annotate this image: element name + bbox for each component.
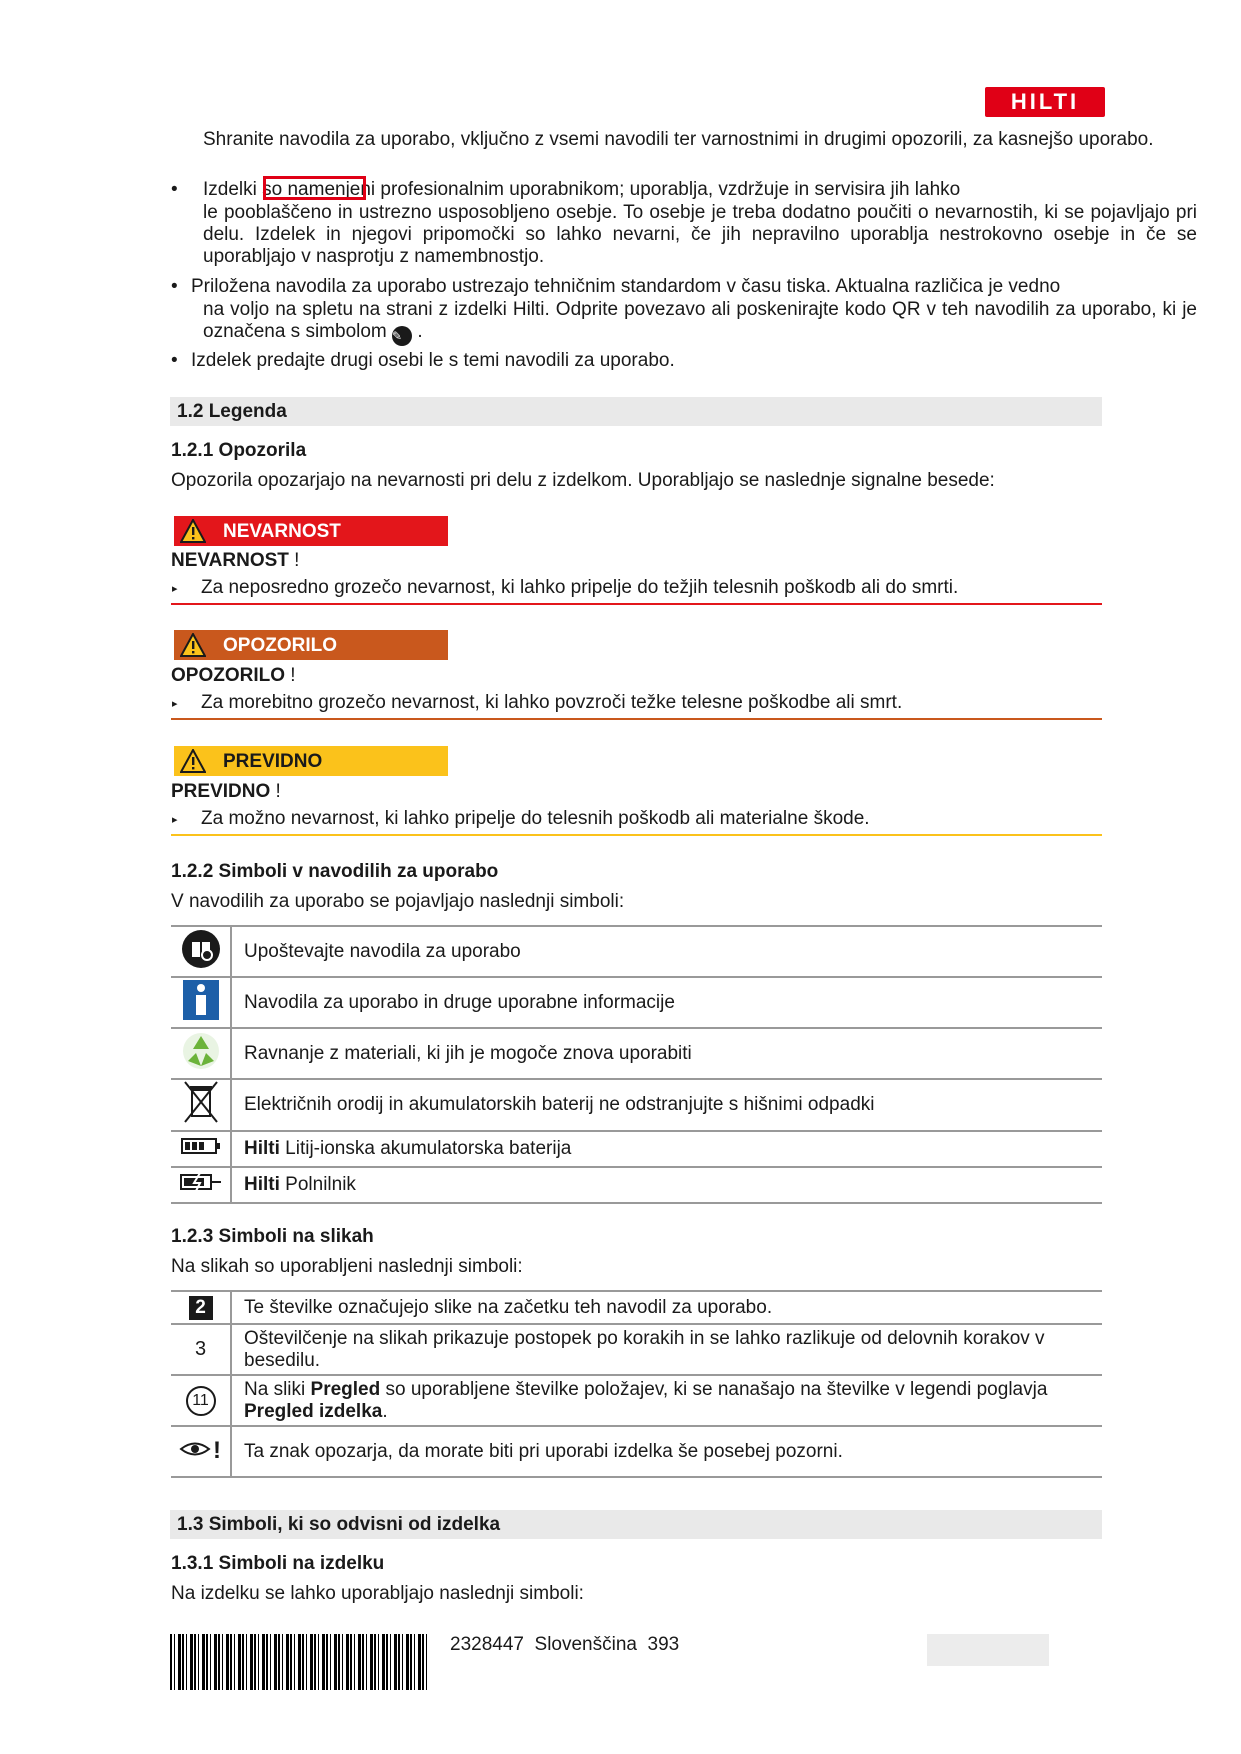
brand-name: Hilti [244,1174,280,1195]
signal-danger-label [174,516,448,546]
heading-word: PREVIDNO [171,781,271,802]
table-row [171,1028,1102,1079]
table-cell: Ravnanje z materiali, ki jih je mogoče znova uporabiti [231,1028,1102,1079]
bullet: • [171,276,178,297]
row-text: . [382,1400,388,1422]
row-text: Polnilnik [285,1174,356,1195]
footer-gray-box [927,1634,1049,1666]
store-instructions-paragraph: Shranite navodila za uporabo, vključno z vsemi navodili ter varnostnimi in drugimi opozorili, za kasnejšo uporabo. [203,129,1154,150]
table-row [171,1291,1102,1324]
table-row [171,1079,1102,1131]
signal-text-danger: Za neposredno grozečo nevarnost, ki lahko pripelje do težjih telesnih poškodb ali do smrti. [201,577,959,598]
table-cell: Upoštevajte navodila za uporabo [231,926,1102,977]
recycle-icon [171,1028,231,1079]
symbols-intro-text: V navodilih za uporabo se pojavljajo naslednji simboli: [171,891,625,912]
heading-mark: ! [290,665,296,686]
divider [171,834,1102,836]
symbol-text: 3 [194,1338,207,1360]
language: Slovenščina [534,1634,637,1655]
signal-heading-danger [171,550,299,572]
doc-number: 2328447 [450,1634,524,1655]
brand-name: Hilti [244,1138,280,1159]
arrow-marker: ▸ [172,698,178,710]
symbol-text: ! [212,1436,221,1462]
table-cell: Te številke označujejo slike na začetku teh navodil za uporabo. [231,1291,1102,1324]
table-row [171,1426,1102,1477]
heading-word: NEVARNOST [171,550,289,571]
battery-icon [171,1131,231,1167]
figure-symbols-table [171,1290,1102,1478]
barcode [170,1634,428,1690]
info-icon [171,977,231,1028]
table-cell [231,1167,1102,1203]
figure-number-symbol [171,1291,231,1324]
page-number: 393 [647,1634,680,1655]
signal-label-text: NEVARNOST [223,521,341,542]
signal-heading-warning [171,665,296,687]
table-cell: Električnih orodij in akumulatorskih baterij ne odstranjujte s hišnimi odpadki [231,1079,1102,1131]
book-qr-icon: ✎ [392,326,412,346]
signal-label-text: OPOZORILO [223,635,337,656]
symbol-text: 11 [186,1386,216,1416]
table-cell [231,1131,1102,1167]
row-text: so uporabljene številke položajev, ki se nanašajo na številke v legendi poglavja [380,1378,1048,1400]
table-cell: Oštevilčenje na slikah prikazuje postopek po korakih in se lahko razlikuje od delovnih korakov v besedilu. [231,1324,1102,1375]
arrow-marker: ▸ [172,583,178,595]
eye-attention-icon [171,1426,231,1477]
signal-text-caution: Za možno nevarnost, ki lahko pripelje do telesnih poškodb ali materialne škode. [201,808,870,829]
period: . [417,321,423,342]
table-row [171,1375,1102,1426]
position-number-symbol [171,1375,231,1426]
row-text: Litij-ionska akumulatorska baterija [285,1138,572,1159]
footer-page-info [450,1634,679,1656]
signal-text-warning: Za morebitno grozečo nevarnost, ki lahko povzroči težke telesne poškodbe ali smrt. [201,692,903,713]
section-title: 1.2 Legenda [177,401,287,422]
figure-symbols-intro-text: Na slikah so uporabljeni naslednji simboli: [171,1256,523,1277]
bullet-professional-line1: Izdelki so namenjeni profesionalnim uporabnikom; uporablja, vzdržuje in servisira jih lahko [203,179,961,200]
divider [171,603,1102,605]
heading-mark: ! [294,550,300,571]
step-number-symbol [171,1324,231,1375]
signal-warning-label [174,630,448,660]
heading-word: OPOZORILO [171,665,285,686]
table-row [171,1324,1102,1375]
row-text: Na sliki [244,1378,311,1400]
signal-heading-caution [171,781,281,803]
section-bar-1-2 [170,397,1102,426]
bullet-handover: Izdelek predajte drugi osebi le s temi navodili za uporabo. [191,350,675,371]
table-cell [231,1375,1102,1426]
section-bar-1-3 [170,1510,1102,1539]
table-row [171,926,1102,977]
table-cell: Ta znak opozarja, da morate biti pri uporabi izdelka še posebej pozorni. [231,1426,1102,1477]
arrow-marker: ▸ [172,814,178,826]
product-symbols-intro-text: Na izdelku se lahko uporabljajo naslednji simboli: [171,1583,584,1604]
crossed-bin-icon [171,1079,231,1131]
heading-mark: ! [275,781,281,802]
subsection-title-1-2-3: 1.2.3 Simboli na slikah [171,1226,374,1247]
symbol-text: 2 [189,1296,213,1320]
bold-term: Pregled izdelka [244,1400,383,1422]
warning-triangle-icon [180,519,206,543]
subsection-title-1-2-1: 1.2.1 Opozorila [171,440,307,461]
bold-term: Pregled [310,1378,381,1400]
bullet-current-version-text: na voljo na spletu na strani z izdelki Hilti. Odprite povezavo ali poskenirajte kodo QR v teh navodilih za uporabo, ki je označena s simbolom [203,299,1197,342]
bullet: • [171,179,178,200]
table-row [171,977,1102,1028]
divider [171,718,1102,720]
signal-caution-label [174,746,448,776]
warnings-intro-text: Opozorila opozarjajo na nevarnosti pri delu z izdelkom. Uporabljajo se naslednje signalne besede: [171,470,995,491]
warning-triangle-icon [180,633,206,657]
table-cell: Navodila za uporabo in druge uporabne informacije [231,977,1102,1028]
bullet: • [171,350,178,371]
table-row [171,1167,1102,1203]
warning-triangle-icon [180,749,206,773]
hilti-logo: HILTI [985,87,1105,117]
bullet-current-version-rest [203,299,1197,346]
manual-icon [171,926,231,977]
manual-symbols-table [171,925,1102,1204]
signal-label-text: PREVIDNO [223,751,323,772]
bullet-professional-rest: le pooblaščeno in ustrezno usposobljeno osebje. To osebje je treba dodatno poučiti o nevarnostih, ki se pojavljajo pri delu. Izdelek in njegovi pripomočki so lahko nevarni, če jih nepravilno uporablja nestrokovno osebje in če se uporabljajo v nasprotju z namembnostjo. [203,202,1197,267]
section-title: 1.3 Simboli, ki so odvisni od izdelka [177,1514,501,1535]
charger-icon [171,1167,231,1203]
subsection-title-1-3-1: 1.3.1 Simboli na izdelku [171,1553,385,1574]
table-row [171,1131,1102,1167]
annotation-highlight-box [263,176,366,200]
bullet-current-version-line1: Priložena navodila za uporabo ustrezajo tehničnim standardom v času tiska. Aktualna različica je vedno [191,276,1061,297]
subsection-title-1-2-2: 1.2.2 Simboli v navodilih za uporabo [171,861,499,882]
